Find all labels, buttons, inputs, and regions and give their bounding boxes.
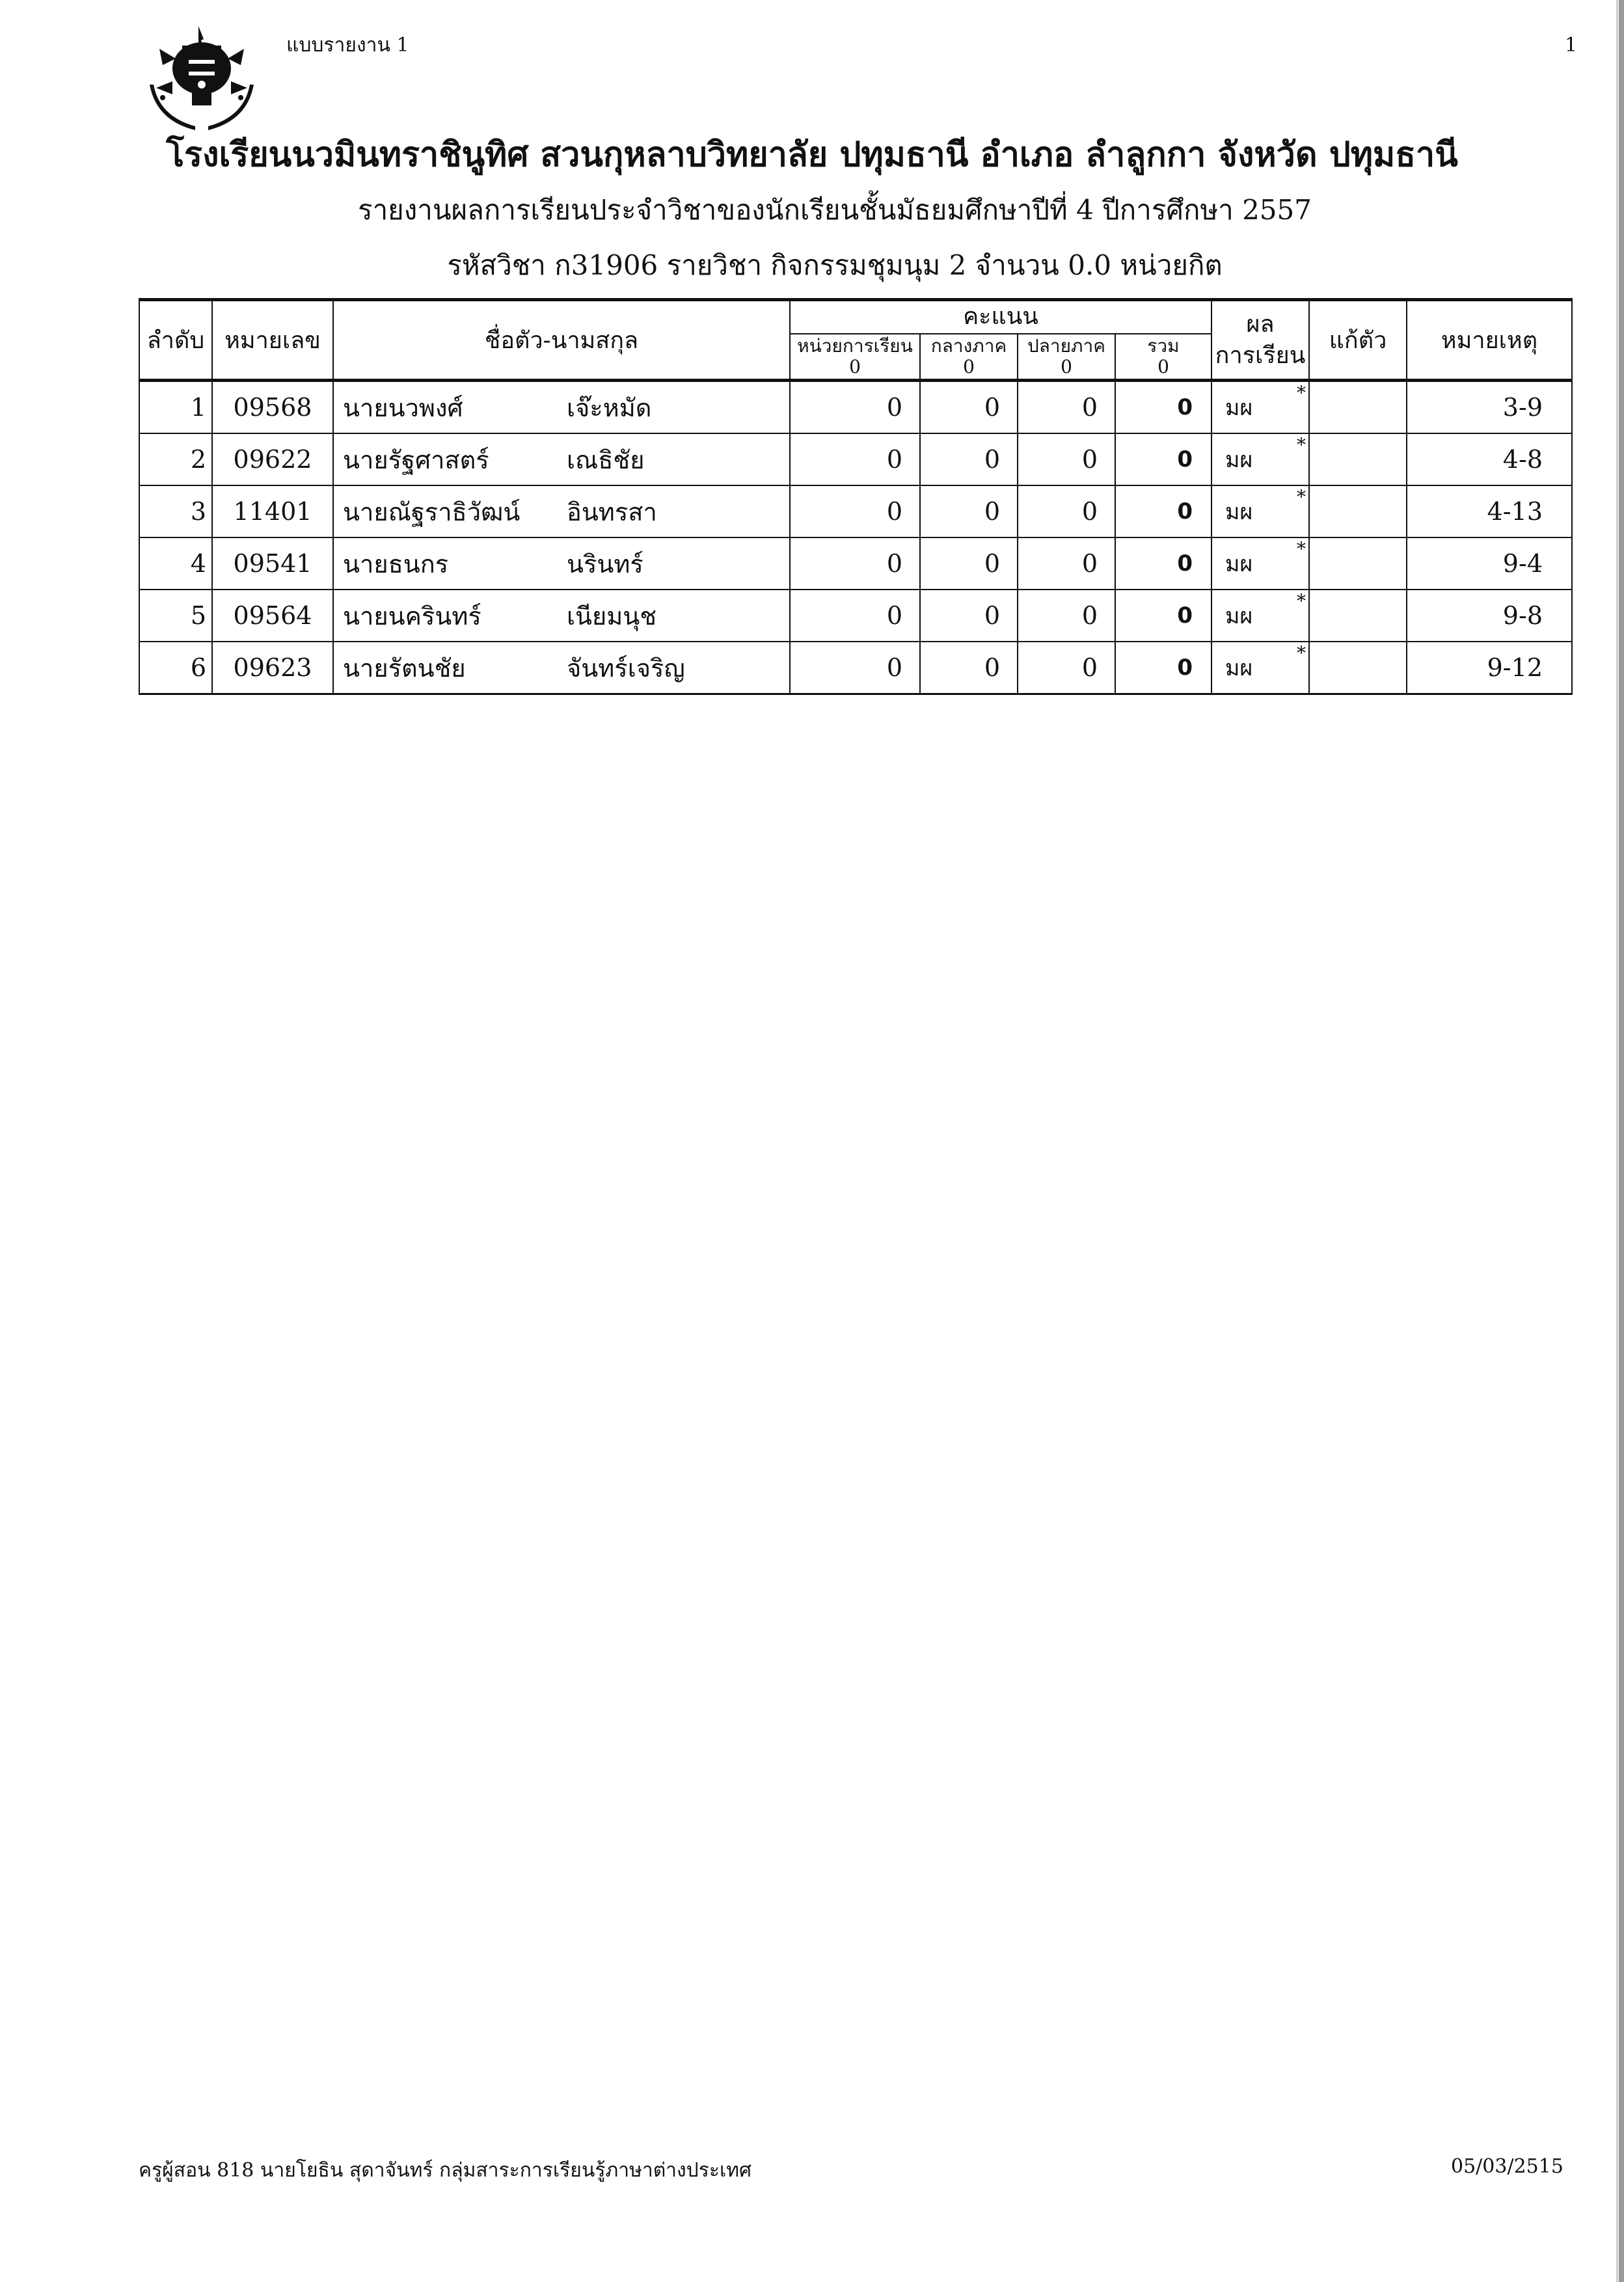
header-total-max: 0 bbox=[1157, 355, 1169, 377]
cell-mid-score: 0 bbox=[920, 590, 1018, 642]
table-row bbox=[139, 590, 1572, 642]
cell-result bbox=[1211, 485, 1309, 537]
header-total-score bbox=[1115, 334, 1211, 381]
table-row bbox=[139, 433, 1572, 485]
cell-unit-score: 0 bbox=[790, 590, 920, 642]
header-unit-score bbox=[790, 334, 920, 381]
teacher-info: ครูผู้สอน 818 นายโยธิน สุดาจันทร์ กลุ่มสาระการเรียนรู้ภาษาต่างประเทศ bbox=[139, 2159, 752, 2182]
cell-mid-score: 0 bbox=[920, 537, 1018, 590]
cell-remark: 9-8 bbox=[1407, 590, 1572, 642]
cell-retake bbox=[1309, 485, 1407, 537]
header-unit-max: 0 bbox=[849, 355, 861, 377]
header-remark: หมายเหตุ bbox=[1407, 300, 1572, 381]
cell-mid-score: 0 bbox=[920, 642, 1018, 694]
cell-retake bbox=[1309, 642, 1407, 694]
school-emblem-icon bbox=[137, 20, 267, 133]
cell-name bbox=[333, 642, 790, 694]
table-row bbox=[139, 485, 1572, 537]
result-text: มผ bbox=[1225, 499, 1253, 525]
cell-total-score: 0 bbox=[1115, 590, 1211, 642]
cell-result bbox=[1211, 642, 1309, 694]
cell-name bbox=[333, 485, 790, 537]
header-total-label: รวม bbox=[1147, 334, 1180, 357]
cell-retake bbox=[1309, 433, 1407, 485]
cell-mid-score: 0 bbox=[920, 381, 1018, 434]
cell-remark: 3-9 bbox=[1407, 381, 1572, 434]
cell-total-score: 0 bbox=[1115, 381, 1211, 434]
header-final-max: 0 bbox=[1061, 355, 1072, 377]
result-text: มผ bbox=[1225, 655, 1253, 681]
header-result bbox=[1211, 300, 1309, 381]
last-name: เนียมนุช bbox=[567, 601, 657, 631]
table-row bbox=[139, 642, 1572, 694]
cell-id: 09541 bbox=[212, 537, 333, 590]
header-mid-score bbox=[920, 334, 1018, 381]
cell-no: 3 bbox=[139, 485, 212, 537]
last-name: เจ๊ะหมัด bbox=[567, 393, 652, 422]
last-name: นรินทร์ bbox=[567, 549, 643, 578]
cell-name bbox=[333, 590, 790, 642]
print-date: 05/03/2515 bbox=[1451, 2155, 1563, 2178]
header-unit-label: หน่วยการเรียน bbox=[797, 334, 913, 357]
cell-unit-score: 0 bbox=[790, 642, 920, 694]
cell-id: 11401 bbox=[212, 485, 333, 537]
header-final-score bbox=[1018, 334, 1115, 381]
first-name: นายนวพงศ์ bbox=[343, 393, 463, 422]
result-flag: * bbox=[1297, 434, 1306, 455]
result-flag: * bbox=[1297, 382, 1306, 403]
first-name: นายรัตนชัย bbox=[343, 653, 466, 683]
cell-retake bbox=[1309, 537, 1407, 590]
header-name: ชื่อตัว-นามสกุล bbox=[333, 300, 790, 381]
result-text: มผ bbox=[1225, 603, 1253, 629]
cell-remark: 4-13 bbox=[1407, 485, 1572, 537]
result-text: มผ bbox=[1225, 551, 1253, 577]
cell-result bbox=[1211, 537, 1309, 590]
cell-id: 09623 bbox=[212, 642, 333, 694]
cell-mid-score: 0 bbox=[920, 485, 1018, 537]
result-text: มผ bbox=[1225, 395, 1253, 421]
result-flag: * bbox=[1297, 538, 1306, 560]
grades-table bbox=[139, 298, 1573, 695]
report-subtitle: รายงานผลการเรียนประจำวิชาของนักเรียนชั้นมัธยมศึกษาปีที่ 4 ปีการศึกษา 2557 bbox=[358, 194, 1312, 226]
header-result-line2: การเรียน bbox=[1215, 342, 1306, 369]
school-title: โรงเรียนนวมินทราชินูทิศ สวนกุหลาบวิทยาลัย ปทุมธานี อำเภอ ลำลูกกา จังหวัด ปทุมธานี bbox=[166, 135, 1458, 174]
cell-unit-score: 0 bbox=[790, 381, 920, 434]
last-name: อินทรสา bbox=[567, 497, 657, 526]
scan-edge-artifact bbox=[1614, 0, 1624, 2282]
result-flag: * bbox=[1297, 486, 1306, 508]
cell-retake bbox=[1309, 381, 1407, 434]
cell-id: 09564 bbox=[212, 590, 333, 642]
page-number: 1 bbox=[1565, 34, 1578, 57]
cell-total-score: 0 bbox=[1115, 433, 1211, 485]
first-name: นายณัฐราธิวัฒน์ bbox=[343, 497, 521, 526]
form-label: แบบรายงาน 1 bbox=[286, 34, 409, 57]
cell-no: 1 bbox=[139, 381, 212, 434]
cell-final-score: 0 bbox=[1018, 381, 1115, 434]
cell-final-score: 0 bbox=[1018, 590, 1115, 642]
cell-total-score: 0 bbox=[1115, 642, 1211, 694]
header-mid-label: กลางภาค bbox=[930, 334, 1007, 357]
cell-final-score: 0 bbox=[1018, 537, 1115, 590]
course-info: รหัสวิชา ก31906 รายวิชา กิจกรรมชุมนุม 2 จำนวน 0.0 หน่วยกิต bbox=[447, 249, 1223, 281]
cell-result bbox=[1211, 590, 1309, 642]
cell-result bbox=[1211, 433, 1309, 485]
cell-no: 4 bbox=[139, 537, 212, 590]
result-flag: * bbox=[1297, 590, 1306, 612]
cell-total-score: 0 bbox=[1115, 485, 1211, 537]
first-name: นายรัฐศาสตร์ bbox=[343, 445, 489, 474]
cell-name bbox=[333, 537, 790, 590]
cell-remark: 9-4 bbox=[1407, 537, 1572, 590]
result-flag: * bbox=[1297, 642, 1306, 664]
header-retake: แก้ตัว bbox=[1309, 300, 1407, 381]
cell-no: 5 bbox=[139, 590, 212, 642]
cell-result bbox=[1211, 381, 1309, 434]
last-name: จันทร์เจริญ bbox=[567, 653, 685, 683]
header-no: ลำดับ bbox=[139, 300, 212, 381]
cell-remark: 4-8 bbox=[1407, 433, 1572, 485]
cell-retake bbox=[1309, 590, 1407, 642]
first-name: นายนครินทร์ bbox=[343, 601, 481, 631]
header-id: หมายเลข bbox=[212, 300, 333, 381]
table-row bbox=[139, 381, 1572, 434]
cell-total-score: 0 bbox=[1115, 537, 1211, 590]
cell-final-score: 0 bbox=[1018, 485, 1115, 537]
cell-name bbox=[333, 433, 790, 485]
cell-no: 6 bbox=[139, 642, 212, 694]
cell-mid-score: 0 bbox=[920, 433, 1018, 485]
cell-no: 2 bbox=[139, 433, 212, 485]
header-mid-max: 0 bbox=[963, 355, 975, 377]
cell-id: 09568 bbox=[212, 381, 333, 434]
cell-remark: 9-12 bbox=[1407, 642, 1572, 694]
cell-unit-score: 0 bbox=[790, 537, 920, 590]
cell-unit-score: 0 bbox=[790, 433, 920, 485]
table-row bbox=[139, 537, 1572, 590]
last-name: เณธิชัย bbox=[567, 445, 645, 474]
header-result-line1: ผล bbox=[1246, 310, 1275, 338]
cell-final-score: 0 bbox=[1018, 642, 1115, 694]
cell-name bbox=[333, 381, 790, 434]
cell-id: 09622 bbox=[212, 433, 333, 485]
cell-final-score: 0 bbox=[1018, 433, 1115, 485]
cell-unit-score: 0 bbox=[790, 485, 920, 537]
header-scores: คะแนน bbox=[790, 300, 1211, 334]
header-final-label: ปลายภาค bbox=[1027, 334, 1105, 357]
first-name: นายธนกร bbox=[343, 549, 449, 578]
result-text: มผ bbox=[1225, 447, 1253, 473]
